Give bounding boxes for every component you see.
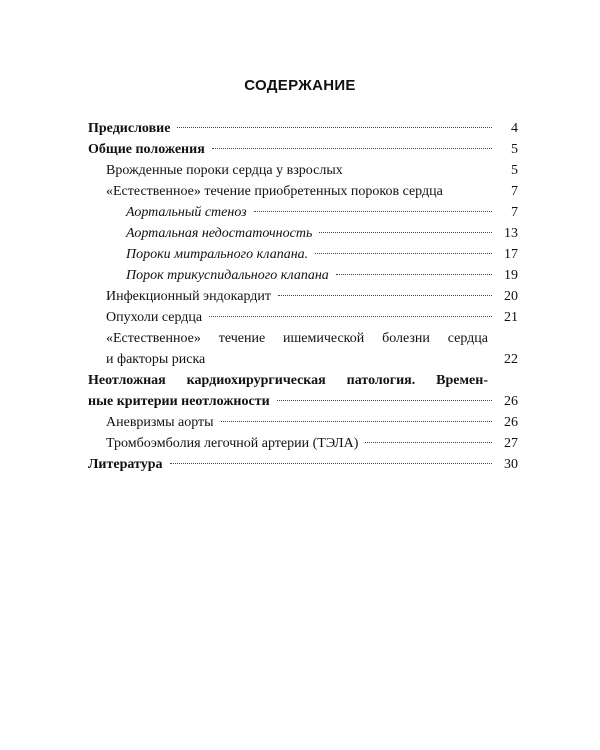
toc-entry-label-line2: ные критерии неотложности bbox=[88, 394, 270, 409]
dot-leader bbox=[336, 274, 492, 275]
toc-entry-label: Порок трикуспидального клапана bbox=[126, 268, 329, 283]
toc-entry-label: Аортальная недостаточность bbox=[126, 226, 313, 241]
toc-page-number: 5 bbox=[511, 142, 518, 157]
toc-page-number: 22 bbox=[504, 352, 518, 367]
toc-page-number: 21 bbox=[504, 310, 518, 325]
dot-leader bbox=[170, 463, 493, 464]
toc-entry-label: Общие положения bbox=[88, 142, 205, 157]
dot-leader bbox=[212, 148, 492, 149]
toc-entry-label: Аневризмы аорты bbox=[106, 415, 214, 430]
toc-entry-label: Опухоли сердца bbox=[106, 310, 203, 325]
toc-page-number: 4 bbox=[511, 121, 518, 136]
toc-page-number: 13 bbox=[504, 226, 518, 241]
toc-entry-tumors[interactable] bbox=[88, 307, 518, 328]
toc-page-number: 5 bbox=[511, 163, 518, 178]
toc-entry-literature[interactable] bbox=[88, 454, 518, 475]
toc-entry-pe[interactable] bbox=[88, 433, 518, 454]
toc-entry-ischemic[interactable] bbox=[88, 328, 518, 370]
toc-entry-mitral[interactable] bbox=[88, 244, 518, 265]
dot-leader bbox=[221, 421, 492, 422]
toc-page-number: 26 bbox=[504, 415, 518, 430]
toc-page-number: 20 bbox=[504, 289, 518, 304]
toc-entry-congenital[interactable] bbox=[88, 160, 518, 181]
toc-entry-tricuspid[interactable] bbox=[88, 265, 518, 286]
toc-entry-aortic-stenosis[interactable] bbox=[88, 202, 518, 223]
toc-entry-label: Тромбоэмболия легочной артерии (ТЭЛА) bbox=[106, 436, 359, 451]
table-of-contents bbox=[88, 118, 518, 475]
toc-entry-label: Врожденные пороки сердца у взрослых bbox=[106, 163, 343, 178]
toc-entry-label: Инфекционный эндокардит bbox=[106, 289, 272, 304]
dot-leader bbox=[254, 211, 492, 212]
toc-entry-preface[interactable] bbox=[88, 118, 518, 139]
toc-page-number: 7 bbox=[511, 205, 518, 220]
toc-entry-aortic-insufficiency[interactable] bbox=[88, 223, 518, 244]
dot-leader bbox=[177, 127, 492, 128]
toc-entry-aneurysm[interactable] bbox=[88, 412, 518, 433]
dot-leader bbox=[319, 232, 492, 233]
toc-entry-label-line2: и факторы риска bbox=[106, 352, 206, 367]
toc-entry-label: Аортальный стеноз bbox=[126, 205, 247, 220]
toc-page-number: 17 bbox=[504, 247, 518, 262]
toc-entry-emergency[interactable] bbox=[88, 370, 518, 412]
toc-entry-label: Литература bbox=[88, 457, 163, 472]
toc-page-number: 7 bbox=[511, 184, 518, 199]
toc-entry-acquired[interactable] bbox=[88, 181, 518, 202]
toc-page-number: 19 bbox=[504, 268, 518, 283]
toc-page-number: 26 bbox=[504, 394, 518, 409]
toc-entry-label-line1: «Естественное» течение ишемической болезни сердца bbox=[106, 331, 488, 346]
dot-leader bbox=[365, 442, 492, 443]
toc-entry-label: «Естественное» течение приобретенных пороков сердца bbox=[106, 184, 443, 199]
toc-entry-label-line1: Неотложная кардиохирургическая патология. Времен- bbox=[88, 373, 488, 388]
dot-leader bbox=[315, 253, 492, 254]
dot-leader bbox=[277, 400, 492, 401]
dot-leader bbox=[209, 316, 492, 317]
dot-leader bbox=[278, 295, 492, 296]
toc-entry-general[interactable] bbox=[88, 139, 518, 160]
toc-entry-label: Предисловие bbox=[88, 121, 171, 136]
toc-page-number: 27 bbox=[504, 436, 518, 451]
toc-entry-endocarditis[interactable] bbox=[88, 286, 518, 307]
toc-page-number: 30 bbox=[504, 457, 518, 472]
toc-entry-label: Пороки митрального клапана. bbox=[126, 247, 309, 262]
contents-heading: СОДЕРЖАНИЕ bbox=[244, 77, 356, 94]
